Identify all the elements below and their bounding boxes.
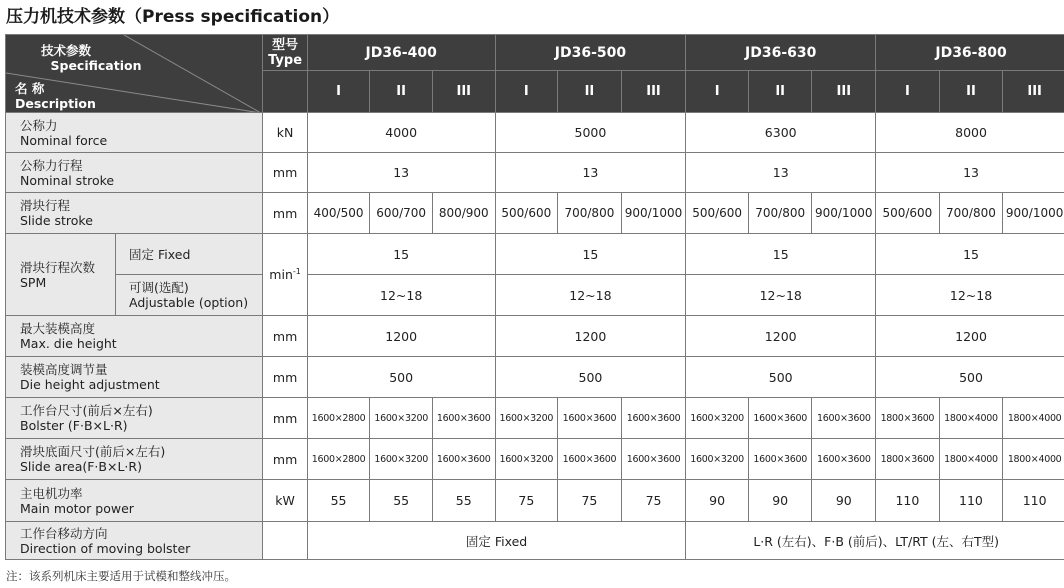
row-label-nominal-stroke: 公称力行程 Nominal stroke (6, 153, 263, 193)
value-cell: 500 (495, 357, 686, 398)
value-cell: 1600×3600 (558, 439, 622, 480)
value-cell: 12~18 (495, 275, 686, 316)
value-cell: 1600×3600 (748, 439, 812, 480)
value-cell: 1600×3600 (812, 398, 876, 439)
value-cell: 1200 (495, 316, 686, 357)
value-cell: 75 (558, 480, 622, 522)
row-label-die-height: 最大装模高度 Max. die height (6, 316, 263, 357)
value-cell: 13 (307, 153, 495, 193)
value-cell: 15 (307, 234, 495, 275)
value-cell: 90 (748, 480, 812, 522)
variant-header: I (876, 71, 940, 113)
table-row (6, 480, 1064, 522)
value-cell: 1800×4000 (1003, 439, 1064, 480)
variant-header: II (370, 71, 433, 113)
value-cell: 1800×3600 (876, 439, 940, 480)
value-cell: 1600×3600 (432, 398, 495, 439)
value-cell: 900/1000 (621, 193, 686, 234)
value-cell: 800/900 (432, 193, 495, 234)
header-corner (6, 35, 263, 113)
value-cell: 90 (812, 480, 876, 522)
variant-header: I (686, 71, 749, 113)
unit-cell: mm (263, 398, 307, 439)
value-cell: 12~18 (686, 275, 876, 316)
value-cell: 1600×3600 (621, 398, 686, 439)
value-cell: 500/600 (495, 193, 558, 234)
table-row (6, 153, 1064, 193)
value-cell: 1800×4000 (939, 398, 1003, 439)
value-cell: 500/600 (876, 193, 940, 234)
value-cell: 110 (1003, 480, 1064, 522)
value-cell: 90 (686, 480, 749, 522)
value-cell: 700/800 (748, 193, 812, 234)
variant-header: III (432, 71, 495, 113)
value-cell: 900/1000 (1003, 193, 1064, 234)
corner-spec-label: 技术参数 Specification (40, 43, 142, 73)
variant-header: II (939, 71, 1003, 113)
unit-cell: mm (263, 316, 307, 357)
value-cell: 1600×3600 (621, 439, 686, 480)
value-cell: 600/700 (370, 193, 433, 234)
value-cell: 1800×4000 (939, 439, 1003, 480)
row-label-slide-area: 滑块底面尺寸(前后×左右) Slide area(F·B×L·R) (6, 439, 263, 480)
value-cell: 400/500 (307, 193, 370, 234)
value-cell: 5000 (495, 113, 686, 153)
variant-header: III (621, 71, 686, 113)
value-cell: 1600×3200 (686, 398, 749, 439)
value-cell: 1600×3200 (686, 439, 749, 480)
row-sublabel-fixed: 固定 Fixed (116, 234, 263, 275)
value-cell: 8000 (876, 113, 1064, 153)
unit-cell: mm (263, 153, 307, 193)
value-cell: 1600×3600 (558, 398, 622, 439)
table-row (6, 357, 1064, 398)
row-sublabel-adjustable: 可调(选配) Adjustable (option) (116, 275, 263, 316)
table-row (6, 398, 1064, 439)
value-cell: 500 (307, 357, 495, 398)
row-label-spm: 滑块行程次数 SPM (6, 234, 116, 316)
value-cell: 13 (495, 153, 686, 193)
value-cell: L·R (左右)、F·B (前后)、LT/RT (左、右T型) (686, 522, 1064, 560)
row-label-bolster: 工作台尺寸(前后×左右) Bolster (F·B×L·R) (6, 398, 263, 439)
table-row (6, 275, 1064, 316)
value-cell: 13 (686, 153, 876, 193)
value-cell: 700/800 (558, 193, 622, 234)
value-cell: 6300 (686, 113, 876, 153)
value-cell: 1200 (876, 316, 1064, 357)
unit-cell: mm (263, 439, 307, 480)
unit-cell: mm (263, 193, 307, 234)
value-cell: 4000 (307, 113, 495, 153)
variant-header: III (812, 71, 876, 113)
value-cell: 75 (621, 480, 686, 522)
value-cell: 500/600 (686, 193, 749, 234)
table-row (6, 113, 1064, 153)
unit-cell: $\min^{-1}$ (263, 234, 307, 316)
variant-header: I (495, 71, 558, 113)
value-cell: 500 (686, 357, 876, 398)
header-type: 型号 Type (263, 35, 307, 71)
value-cell: 12~18 (876, 275, 1064, 316)
variant-header: I (307, 71, 370, 113)
value-cell: 1600×3200 (495, 439, 558, 480)
corner-description-label: 名 称 Description (15, 81, 96, 111)
header-model-800: JD36-800 (876, 35, 1064, 71)
value-cell: 1600×3600 (812, 439, 876, 480)
value-cell: 1600×3200 (495, 398, 558, 439)
value-cell: 1600×3600 (432, 439, 495, 480)
header-model-630: JD36-630 (686, 35, 876, 71)
value-cell: 55 (370, 480, 433, 522)
value-cell: 15 (495, 234, 686, 275)
unit-cell: mm (263, 357, 307, 398)
value-cell: 1600×2800 (307, 398, 370, 439)
value-cell: 700/800 (939, 193, 1003, 234)
value-cell: 110 (876, 480, 940, 522)
value-cell: 55 (307, 480, 370, 522)
value-cell: 75 (495, 480, 558, 522)
footnote: 注：该系列机床主要适用于试模和整线冲压。 (6, 569, 236, 583)
value-cell: 13 (876, 153, 1064, 193)
value-cell: 500 (876, 357, 1064, 398)
header-type-blank (263, 71, 307, 113)
variant-header: III (1003, 71, 1064, 113)
title-cn: 压力机技术参数 (6, 7, 125, 27)
table-row (6, 316, 1064, 357)
value-cell: 15 (876, 234, 1064, 275)
value-cell: 1600×3200 (370, 398, 433, 439)
spec-table (5, 34, 1064, 560)
value-cell: 固定 Fixed (307, 522, 686, 560)
table-row (6, 522, 1064, 560)
unit-cell (263, 522, 307, 560)
row-label-motor: 主电机功率 Main motor power (6, 480, 263, 522)
unit-cell: kW (263, 480, 307, 522)
row-label-slide-stroke: 滑块行程 Slide stroke (6, 193, 263, 234)
value-cell: 12~18 (307, 275, 495, 316)
header-model-400: JD36-400 (307, 35, 495, 71)
unit-cell: kN (263, 113, 307, 153)
variant-header: II (748, 71, 812, 113)
value-cell: 1800×4000 (1003, 398, 1064, 439)
value-cell: 1600×3600 (748, 398, 812, 439)
table-row (6, 234, 1064, 275)
value-cell: 55 (432, 480, 495, 522)
title-en: （Press specification） (125, 7, 340, 27)
value-cell: 1200 (686, 316, 876, 357)
variant-header: II (558, 71, 622, 113)
header-model-500: JD36-500 (495, 35, 686, 71)
value-cell: 1200 (307, 316, 495, 357)
value-cell: 1600×2800 (307, 439, 370, 480)
row-label-die-adjust: 装模高度调节量 Die height adjustment (6, 357, 263, 398)
table-row (6, 193, 1064, 234)
page-title (6, 4, 339, 30)
row-label-moving-bolster: 工作台移动方向 Direction of moving bolster (6, 522, 263, 560)
table-row (6, 439, 1064, 480)
value-cell: 15 (686, 234, 876, 275)
value-cell: 1800×3600 (876, 398, 940, 439)
value-cell: 900/1000 (812, 193, 876, 234)
row-label-nominal-force: 公称力 Nominal force (6, 113, 263, 153)
value-cell: 1600×3200 (370, 439, 433, 480)
value-cell: 110 (939, 480, 1003, 522)
